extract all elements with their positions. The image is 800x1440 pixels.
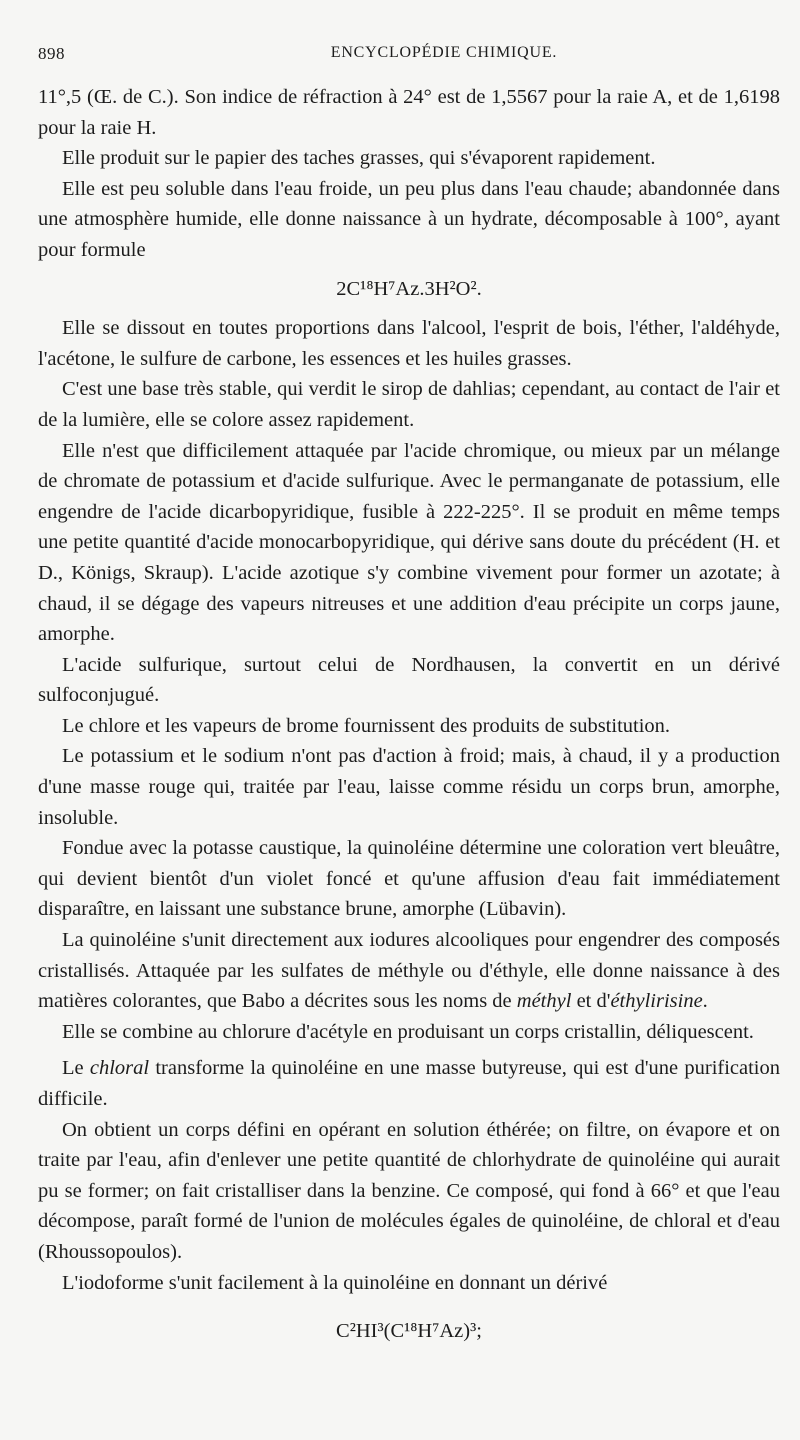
paragraph: Le chlore et les vapeurs de brome fournissent des produits de substitution. [62, 714, 671, 737]
paragraph: L'acide sulfurique, surtout celui de Nordhausen, la convertit en un dérivé sulfoconjugué. [38, 653, 780, 707]
running-title: ENCYCLOPÉDIE CHIMIQUE. [330, 44, 558, 61]
italic-term: chloral [89, 1057, 150, 1080]
paragraph-text: La quinoléine s'unit directement aux iodures alcooliques pour engendrer des composés cristallisés. Attaquée par les sulfates de méthyle ou d'éthyle, elle donne naissance à des matières colorantes, que Babo a décrites sous les noms de [38, 929, 780, 1013]
chemical-formula: C²HI³(C¹⁸H⁷Az)³; [336, 1320, 482, 1343]
paragraph-text: transforme la quinoléine en une masse butyreuse, qui est d'une purification difficile. [38, 1057, 780, 1110]
paragraph: Elle se dissout en toutes proportions dans l'alcool, l'esprit de bois, l'éther, l'aldéhyde, l'acétone, le sulfure de carbone, les essences et les huiles grasses. [38, 317, 780, 370]
italic-term: méthyl [516, 990, 572, 1013]
paragraph [38, 925, 780, 1017]
italic-term: éthylirisine [610, 990, 703, 1013]
paragraph: Elle se combine au chlorure d'acétyle en produisant un corps cristallin, déliquescent. [62, 1020, 754, 1043]
paragraph-text: . [702, 990, 708, 1013]
page-number: 898 [38, 44, 65, 63]
paragraph: C'est une base très stable, qui verdit le sirop de dahlias; cependant, au contact de l'air et de la lumière, elle se colore assez rapidement. [38, 378, 780, 431]
paragraph: Elle n'est que difficilement attaquée par l'acide chromique, ou mieux par un mélange de chromate de potassium et d'acide sulfurique. Avec le permanganate de potassium, elle engendre de l'acide dicarbopyridique, fusible à 222-225°. Il se produit en même temps une petite quantité d'acide monocarbopyridique, qui dérive sans doute du précédent (H. et D., Königs, Skraup). L'acide azotique s'y combine vivement pour former un azotate; à chaud, il se dégage des vapeurs nitreuses et une addition d'eau précipite un corps jaune, amorphe. [38, 439, 780, 646]
chemical-formula: 2C¹⁸H⁷Az.3H²O². [336, 277, 482, 300]
paragraph: 11°,5 (Œ. de C.). Son indice de réfraction à 24° est de 1,5567 pour la raie A, et de 1,6198 pour la raie H. [38, 86, 780, 139]
page-header [38, 44, 780, 74]
body-text [38, 82, 780, 1356]
paragraph-text: et d' [571, 990, 611, 1013]
paragraph: Fondue avec la potasse caustique, la quinoléine détermine une coloration vert bleuâtre, qui devient bientôt d'un violet foncé et qu'une affusion d'eau fait immédiatement disparaître, en laissant une substance brune, amorphe (Lübavin). [38, 837, 780, 921]
paragraph-text: Le [62, 1057, 90, 1080]
paragraph: Elle produit sur le papier des taches grasses, qui s'évaporent rapidement. [62, 147, 656, 170]
paragraph: On obtient un corps défini en opérant en solution éthérée; on filtre, on évapore et on traite par l'eau, afin d'enlever une petite quantité de chlorhydrate de quinoléine qui aurait pu se former; on fait cristalliser dans la benzine. Ce composé, qui fond à 66° et que l'eau décompose, paraît formé de l'union de molécules égales de quinoléine, de chloral et d'eau (Rhoussopoulos). [38, 1118, 780, 1263]
paragraph: Le potassium et le sodium n'ont pas d'action à froid; mais, à chaud, il y a production d'une masse rouge qui, traitée par l'eau, laisse comme résidu un corps brun, amorphe, insoluble. [38, 745, 780, 829]
paragraph: Elle est peu soluble dans l'eau froide, un peu plus dans l'eau chaude; abandonnée dans une atmosphère humide, elle donne naissance à un hydrate, décomposable à 100°, ayant pour formule [38, 177, 780, 261]
paragraph [38, 1053, 780, 1114]
paragraph: L'iodoforme s'unit facilement à la quinoléine en donnant un dérivé [62, 1271, 608, 1294]
